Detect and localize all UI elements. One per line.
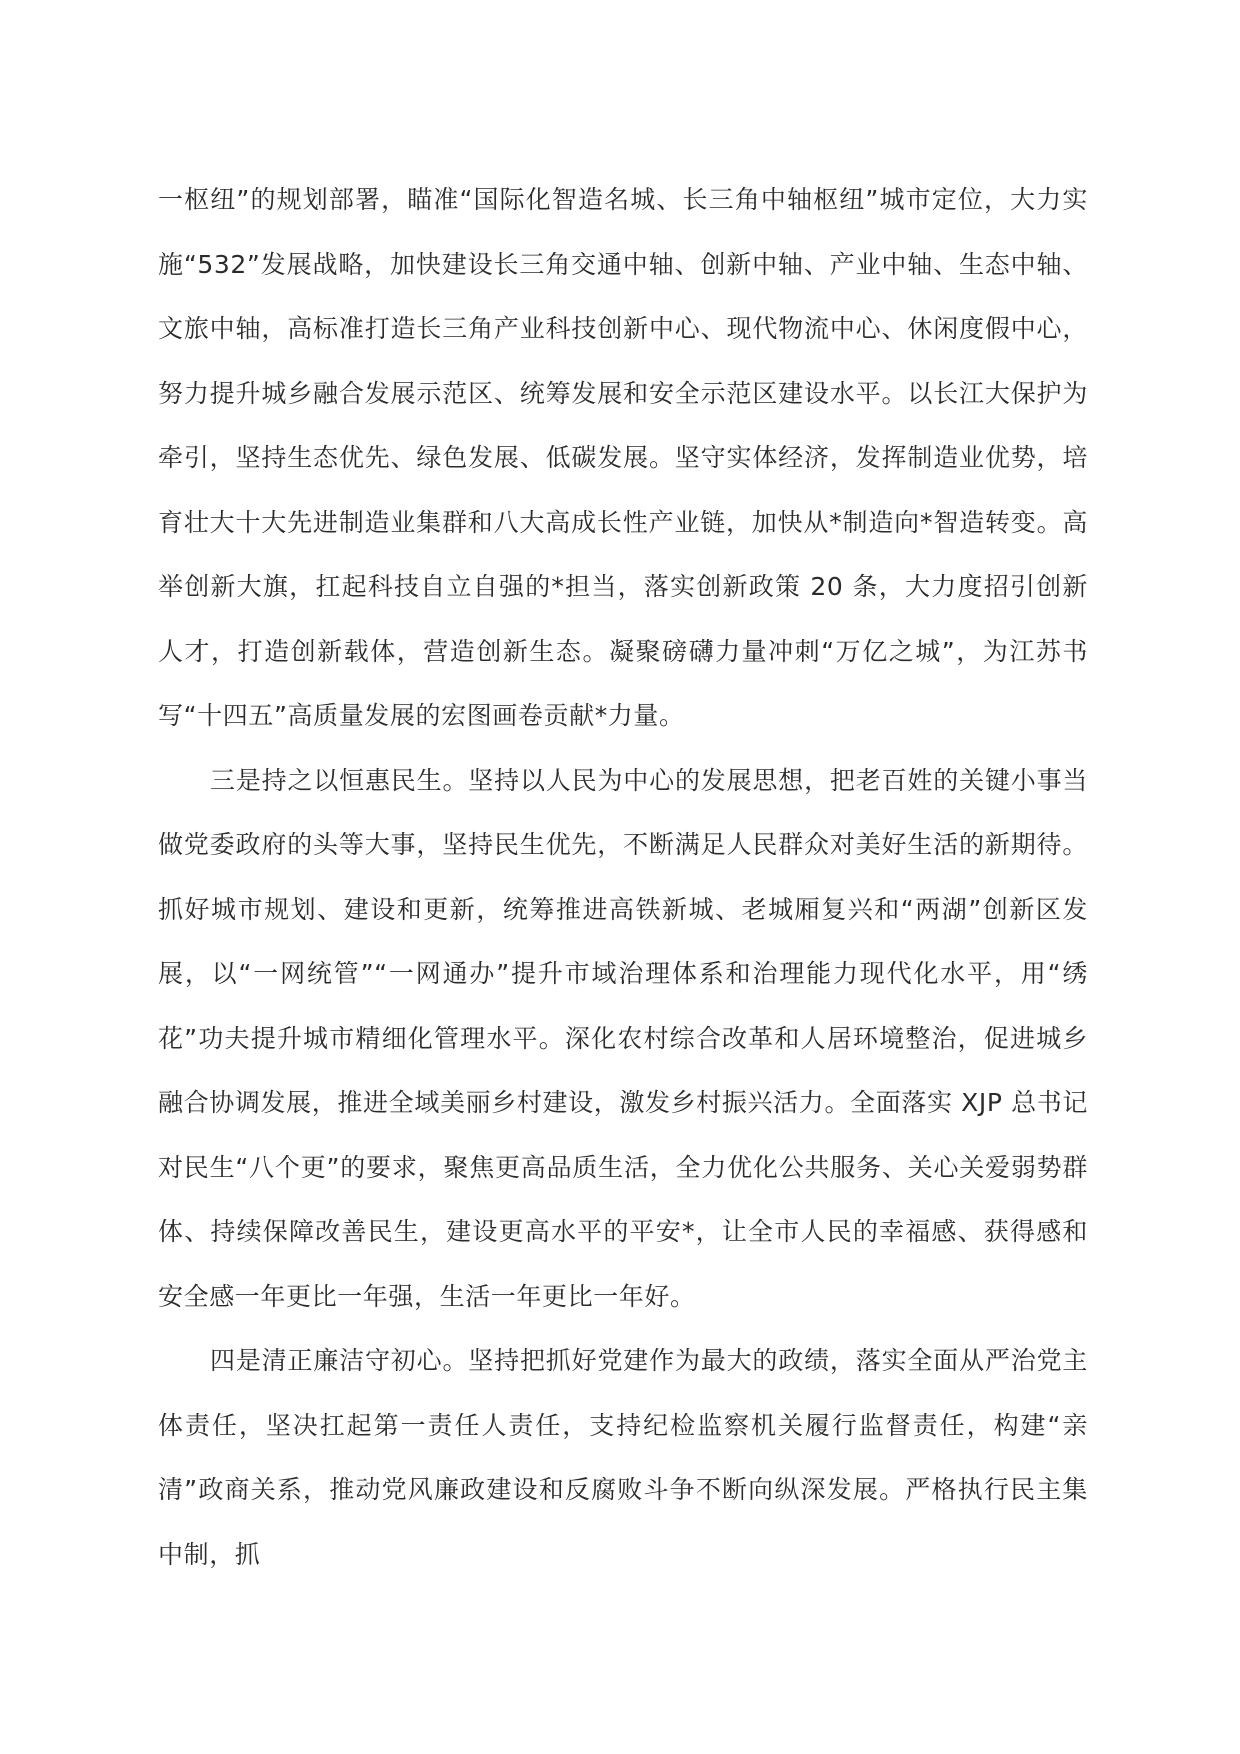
paragraph-four-integrity: 四是清正廉洁守初心。坚持把抓好党建作为最大的政绩，落实全面从严治党主体责任，坚决扛起第一责任人责任，支持纪检监察机关履行监督责任，构建“亲清”政商关系，推动党风廉政建设和反腐败斗争不断向纵深发展。严格执行民主集中制，抓 xyxy=(158,1346,1088,1569)
document-body xyxy=(158,168,1088,1587)
paragraph-three-livelihood: 三是持之以恒惠民生。坚持以人民为中心的发展思想，把老百姓的关键小事当做党委政府的头等大事，坚持民生优先，不断满足人民群众对美好生活的新期待。抓好城市规划、建设和更新，统筹推进高铁新城、老城厢复兴和“两湖”创新区发展，以“一网统管”“一网通办”提升市域治理体系和治理能力现代化水平，用“绣花”功夫提升城市精细化管理水平。深化农村综合改革和人居环境整治，促进城乡融合协调发展，推进全域美丽乡村建设，激发乡村振兴活力。全面落实 XJP 总书记对民生“八个更”的要求，聚焦更高品质生活，全力优化公共服务、关心关爱弱势群体、持续保障改善民生，建设更高水平的平安*，让全市人民的幸福感、获得感和安全感一年更比一年强，生活一年更比一年好。 xyxy=(158,765,1088,1311)
paragraph-continuation: 一枢纽”的规划部署，瞄准“国际化智造名城、长三角中轴枢纽”城市定位，大力实施“532”发展战略，加快建设长三角交通中轴、创新中轴、产业中轴、生态中轴、文旅中轴，高标准打造长三角产业科技创新中心、现代物流中心、休闲度假中心，努力提升城乡融合发展示范区、统筹发展和安全示范区建设水平。以长江大保护为牵引，坚持生态优先、绿色发展、低碳发展。坚守实体经济，发挥制造业优势，培育壮大十大先进制造业集群和八大高成长性产业链，加快从*制造向*智造转变。高举创新大旗，扛起科技自立自强的*担当，落实创新政策 20 条，大力度招引创新人才，打造创新载体，营造创新生态。凝聚磅礴力量冲刺“万亿之城”，为江苏书写“十四五”高质量发展的宏图画卷贡献*力量。 xyxy=(158,185,1088,730)
